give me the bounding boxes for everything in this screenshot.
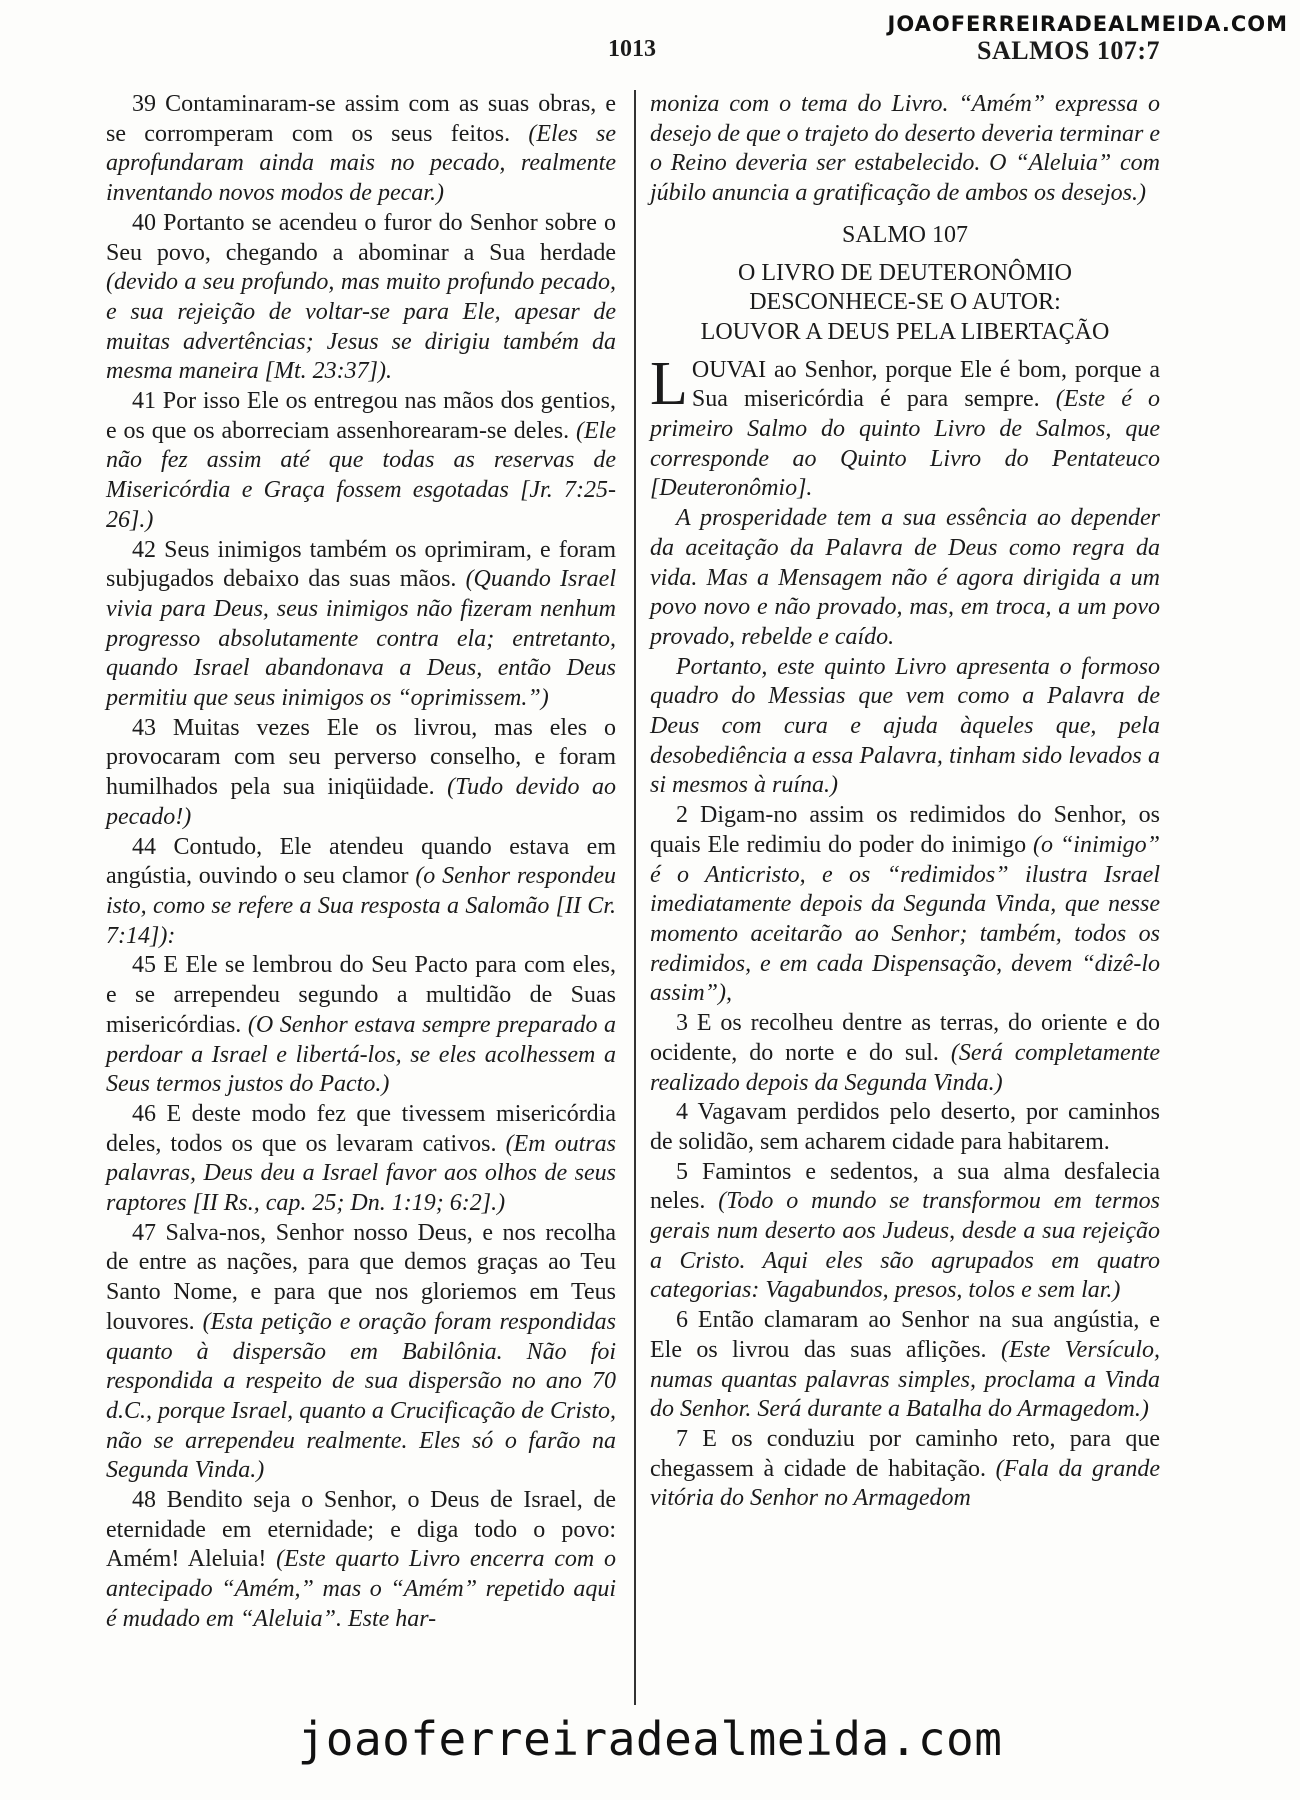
verse-text: 4 Vagavam perdidos pelo deserto, por caminhos de solidão, sem acharem cidade para habitarem. [650,1099,1160,1155]
verse-43 [106,714,616,833]
verse-40 [106,209,616,387]
verse-1 [650,349,1160,505]
verse-comment: (Este Versículo, numas quantas palavras simples, proclama a Vinda do Senhor. Será durante a Batalha do Armagedom.) [650,1336,1160,1423]
verse-2 [650,801,1160,1009]
verse-comment: (O Senhor estava sempre preparado a perdoar a Israel e libertá-los, se eles acolhessem a Seus termos justos do Pacto.) [106,1011,617,1098]
comment-paragraph [650,653,1160,802]
comment-continuation [650,90,1160,209]
right-column [650,90,1160,1514]
verse-comment: (o Senhor respondeu isto, como se refere a Sua resposta a Salomão [II Cr. 7:14]): [106,863,617,949]
verse-48 [106,1486,616,1635]
verse-comment: (Será completamente realizado depois da Segunda Vinda.) [650,1039,1161,1096]
verse-comment: (Fala da grande vitória do Senhor no Armagedom [650,1455,1161,1512]
verse-text: 5 Famintos e sedentos, a sua alma desfalecia neles. [650,1158,1160,1215]
verse-comment: (o “inimigo” é o Anticristo, e os “redimidos” ilustra Israel imediatamente depois da Segunda Vinda, que nesse momento aceitarão ao Senhor; também, todos os redimidos, e em cada Dispensação, devem “dizê-lo assim”), [650,831,1160,1007]
comment-paragraph [650,504,1160,653]
verse-44 [106,833,616,952]
verse-comment: (Ele não fez assim até que todas as reservas de Misericórdia e Graça fossem esgotadas [Jr. 7:25-26].) [106,417,616,533]
verse-42 [106,536,616,714]
verse-text: 45 E Ele se lembrou do Seu Pacto para com eles, e se arrependeu segundo a multidão de Suas misericórdias. [106,952,616,1038]
verse-text: ao Senhor, porque Ele é bom, porque a Sua misericórdia é para sempre. [691,356,1160,413]
verse-text: 48 Bendito seja o Senhor, o Deus de Israel, de eternidade em eternidade; e diga todo o povo: Amém! Aleluia! [106,1487,616,1573]
verse-3 [650,1009,1160,1098]
verse-comment: (devido a seu profundo, mas muito profundo pecado, e sua rejeição de voltar-se para Ele, apesar de muitas advertências; Jesus se dirigiu também da mesma maneira [Mt. 23:37]). [106,269,616,385]
left-column [106,90,616,1635]
site-watermark-top: JOAOFERREIRADEALMEIDA.COM [887,12,1288,36]
verse-text: 39 Contaminaram-se assim com as suas obras, e se corromperam com os seus feitos. [106,91,616,147]
psalm-title: SALMO 107 [841,221,968,248]
verse-text: 41 Por isso Ele os entregou nas mãos dos gentios, e os que os aborreciam assenhorearam-se deles. [106,388,616,444]
verse-comment: A prosperidade tem a sua essência ao depender da aceitação da Palavra de Deus como regra da vida. Mas a Mensagem não é agora dirigida a um povo novo e não provado, mas, em troca, a um povo provado, rebelde e caído. [650,505,1160,650]
verse-comment: (Em outras palavras, Deus deu a Israel favor aos olhos de seus raptores [II Rs., cap. 25; Dn. 1:19; 6:2].) [106,1130,616,1217]
verse-47 [106,1219,616,1486]
verse-comment: moniza com o tema do Livro. “Amém” expressa o desejo de que o trajeto do deserto deveria terminar e o Reino deveria ser estabelecido. O “Aleluia” com júbilo anuncia a gratificação de ambos os desejos.) [650,91,1160,207]
verse-39 [106,90,616,209]
site-watermark-bottom: joaoferreiradealmeida.com [297,1712,1003,1766]
verse-comment: (Quando Israel vivia para Deus, seus inimigos não fizeram nenhum progresso absolutamente contra ela; entretanto, quando Israel abandonava a Deus, então Deus permitiu que seus inimigos os “oprimissem.”) [106,566,616,712]
column-rule [634,90,636,1705]
page-number: 1013 [608,36,656,62]
verse-4 [650,1098,1160,1157]
verse-41 [106,387,616,536]
drop-cap: L [650,349,688,418]
verse-7 [650,1425,1160,1514]
verse-text: 46 E deste modo fez que tivessem misericórdia deles, todos os que os levaram cativos. [106,1100,616,1157]
verse-comment: Portanto, este quinto Livro apresenta o formoso quadro do Messias que vem como a Palavra de Deus com cura e ajuda àqueles que, pela desobediência a essa Palavra, tinham sido levados a si mesmos à ruína.) [650,653,1160,799]
verse-text: 43 Muitas vezes Ele os livrou, mas eles o provocaram com seu perverso conselho, e foram humilhados pela sua iniqüidade. [106,714,616,801]
heading-line: O LIVRO DE DEUTERONÔMIO [738,259,1072,286]
verse-text: 6 Então clamaram ao Senhor na sua angústia, e Ele os livrou das suas aflições. [650,1307,1160,1363]
verse-45 [106,951,616,1100]
verse-text: 40 Portanto se acendeu o furor do Senhor sobre o Seu povo, chegando a abominar a Sua herdade [106,209,616,266]
verse-6 [650,1306,1160,1425]
heading-line: LOUVOR A DEUS PELA LIBERTAÇÃO [700,318,1110,345]
verse-text: 3 E os recolheu dentre as terras, do oriente e do ocidente, do norte e do sul. [650,1010,1160,1066]
verse-5 [650,1158,1160,1307]
psalm-heading [650,259,1160,348]
running-head: SALMOS 107:7 [977,36,1160,65]
heading-line: DESCONHECE-SE O AUTOR: [749,289,1061,316]
verse-comment: (Este quarto Livro encerra com o antecipado “Amém,” mas o “Amém” repetido aqui é mudado em “Aleluia”. Este har- [106,1546,617,1632]
verse-comment: (Tudo devido ao pecado!) [106,774,616,830]
verse-text: 7 E os conduziu por caminho reto, para que chegassem à cidade de habitação. [650,1425,1160,1482]
verse-46 [106,1100,616,1219]
verse-comment: (Eles se aprofundaram ainda mais no pecado, realmente inventando novos modos de pecar.) [106,120,617,207]
verse-text: 44 Contudo, Ele atendeu quando estava em angústia, ouvindo o seu clamor [106,833,616,890]
verse-comment: (Todo o mundo se transformou em termos gerais num deserto aos Judeus, desde a sua rejeição a Cristo. Aqui eles são agrupados em quatro categorias: Vagabundos, presos, tolos e sem lar.) [650,1188,1160,1304]
verse-comment: (Este é o primeiro Salmo do quinto Livro de Salmos, que corresponde ao Quinto Livro do Pentateuco [Deuteronômio]. [650,386,1160,502]
verse-text: 42 Seus inimigos também os oprimiram, e foram subjugados debaixo das suas mãos. [106,536,616,593]
verse-text: 47 Salva-nos, Senhor nosso Deus, e nos recolha de entre as nações, para que demos graças ao Teu Santo Nome, e para que nos gloriemos em Teus louvores. [106,1219,616,1335]
verse-text: 2 Digam-no assim os redimidos do Senhor, os quais Ele redimiu do poder do inimigo [650,802,1160,858]
lead-word: OUVAI [691,356,767,383]
verse-comment: (Esta petição e oração foram respondidas quanto à dispersão em Babilônia. Não foi respondida a respeito de sua dispersão no ano 70 d.C., porque Israel, quanto a Crucificação de Cristo, não se arrependeu realmente. Eles só o farão na Segunda Vinda.) [106,1308,617,1484]
